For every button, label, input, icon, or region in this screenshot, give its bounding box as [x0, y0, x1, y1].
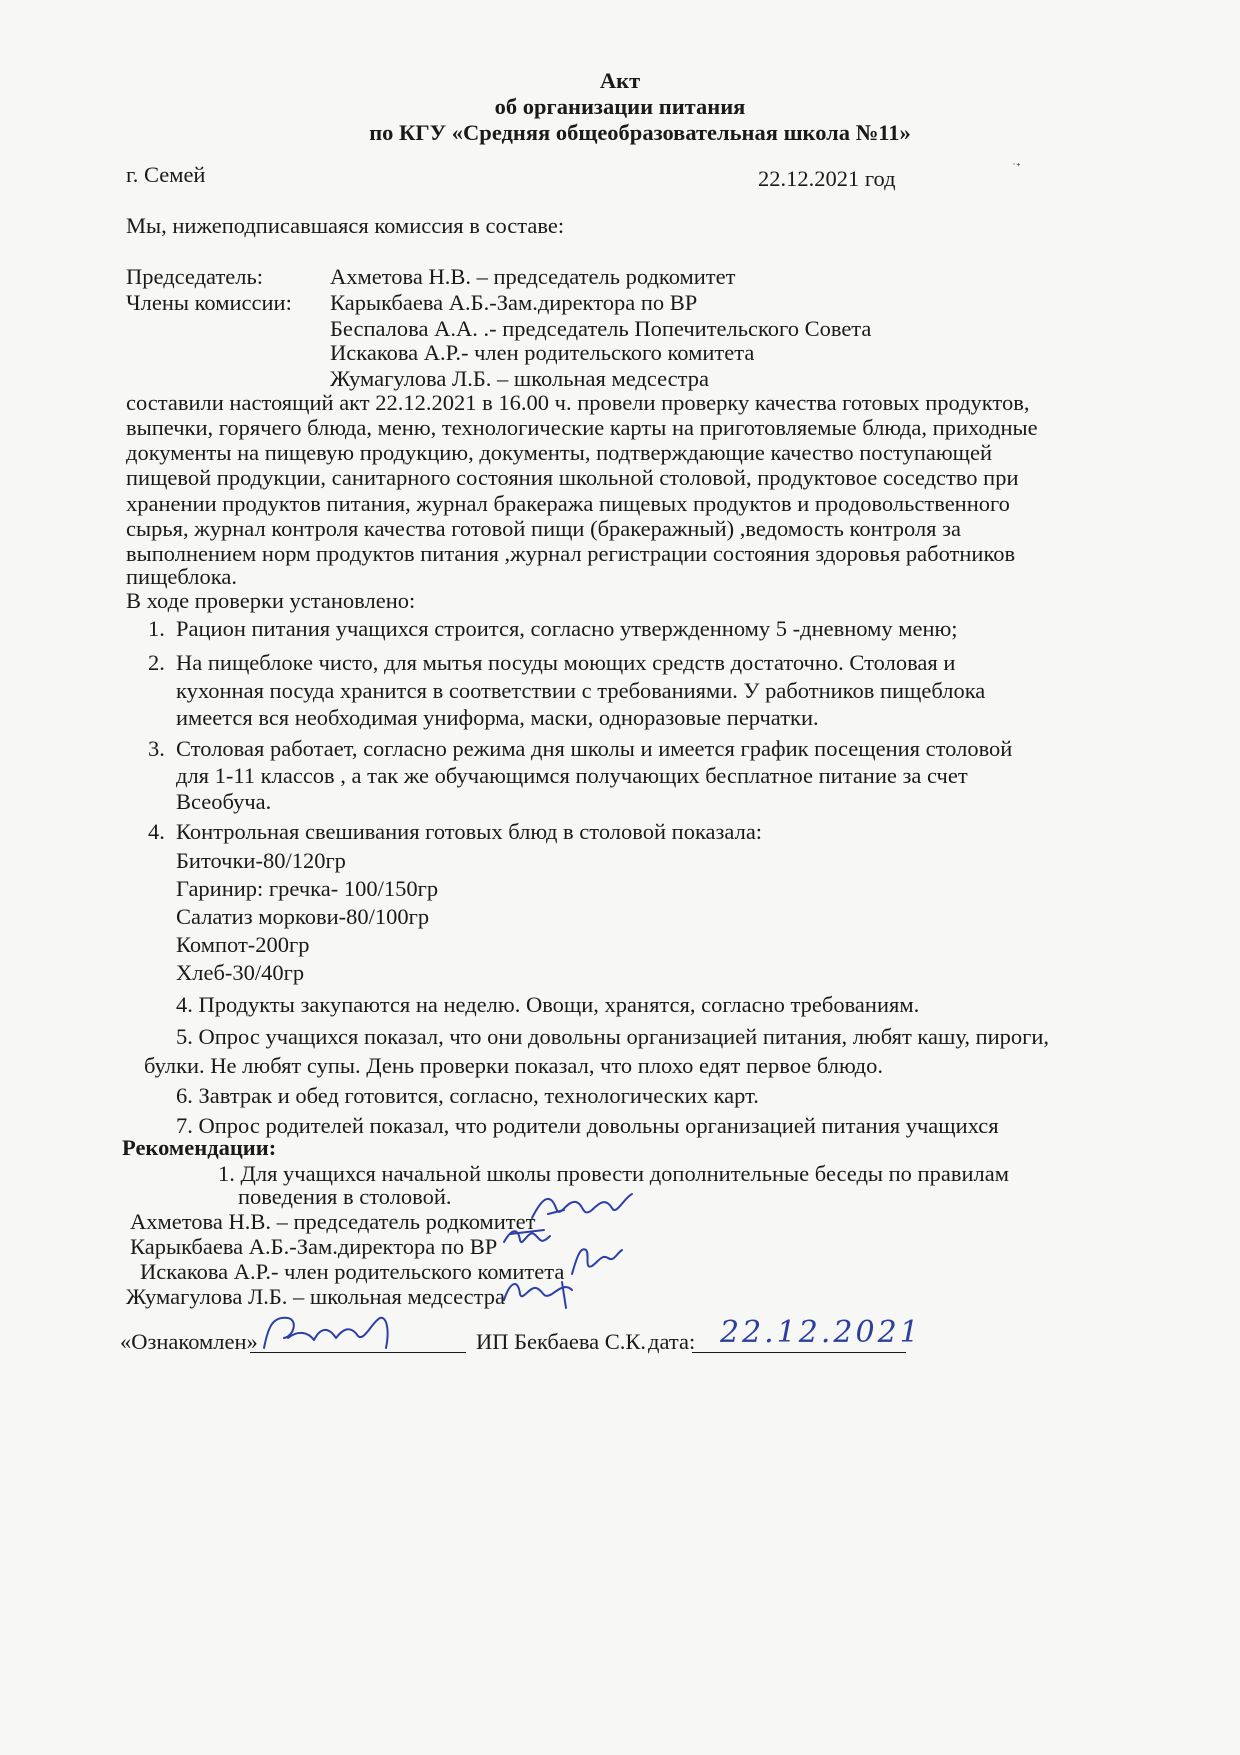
extra-finding: 4. Продукты закупаются на неделю. Овощи, хранятся, согласно требованиям.	[176, 992, 920, 1017]
signature-line: Искакова А.Р.- член родительского комитета	[140, 1259, 565, 1284]
acknowledged-date-underline	[692, 1352, 906, 1353]
handwritten-signature	[258, 1308, 418, 1356]
finding-number: 2.	[148, 650, 165, 675]
member-line: Искакова А.Р.- член родительского комитета	[330, 340, 755, 365]
signature-line: Карыкбаева А.Б.-Зам.директора по ВР	[130, 1234, 498, 1259]
weight-item: Компот-200гр	[176, 932, 310, 957]
scan-mark: ˙ᐩ	[1012, 160, 1021, 174]
body-line: составили настоящий акт 22.12.2021 в 16.00 ч. провели проверку качества готовых продуктов,	[126, 390, 1030, 415]
extra-finding: булки. Не любят супы. День проверки показал, что плохо едят первое блюдо.	[144, 1053, 883, 1078]
finding-line: Всеобуча.	[176, 789, 272, 814]
recommendations-heading: Рекомендации:	[122, 1135, 277, 1160]
acknowledged-date-label: дата:	[648, 1329, 696, 1354]
body-line: хранении продуктов питания, журнал бракеража пищевых продуктов и продовольственного	[126, 491, 1010, 516]
weight-item: Хлеб-30/40гр	[176, 960, 305, 985]
weight-item: Гаринир: гречка- 100/150гр	[176, 876, 439, 901]
chair-label: Председатель:	[126, 264, 263, 289]
doc-subtitle: об организации питания	[494, 94, 746, 119]
chair-name: Ахметова Н.В. – председатель родкомитет	[330, 264, 736, 289]
city: г. Семей	[126, 162, 206, 187]
acknowledged-label: «Ознакомлен»	[120, 1329, 258, 1354]
extra-finding: 5. Опрос учащихся показал, что они довольны организацией питания, любят кашу, пироги,	[176, 1024, 1050, 1049]
finding-line: имеется вся необходимая униформа, маски, одноразовые перчатки.	[176, 705, 819, 730]
finding-line: На пищеблоке чисто, для мытья посуды моющих средств достаточно. Столовая и	[176, 650, 956, 675]
findings-heading: В ходе проверки установлено:	[126, 588, 416, 613]
weight-item: Биточки-80/120гр	[176, 848, 346, 873]
handwritten-date: 22.12.2021	[720, 1315, 922, 1350]
members-label: Члены комиссии:	[126, 290, 292, 315]
recommendation-line: 1. Для учащихся начальной школы провести дополнительные беседы по правилам	[218, 1161, 1009, 1186]
finding-line: Контрольная свешивания готовых блюд в столовой показала:	[176, 819, 763, 844]
recommendation-line: поведения в столовой.	[238, 1184, 452, 1209]
member-line: Карыкбаева А.Б.-Зам.директора по ВР	[330, 290, 698, 315]
extra-finding: 7. Опрос родителей показал, что родители довольны организацией питания учащихся	[176, 1113, 999, 1138]
handwritten-signature	[500, 1220, 560, 1254]
handwritten-signature	[500, 1272, 580, 1312]
weight-item: Салатиз моркови-80/100гр	[176, 904, 430, 929]
doc-title: Акт	[599, 68, 641, 93]
finding-number: 4.	[148, 819, 165, 844]
body-line: пищеблока.	[126, 564, 237, 589]
finding-number: 1.	[148, 616, 165, 641]
member-line: Жумагулова Л.Б. – школьная медсестра	[330, 366, 709, 391]
finding-line: для 1-11 классов , а так же обучающимся получающих бесплатное питание за счет	[176, 763, 968, 788]
signature-line: Жумагулова Л.Б. – школьная медсестра	[126, 1284, 505, 1309]
body-line: выпечки, горячего блюда, меню, технологические карты на приготовляемые блюда, приходные	[126, 415, 1038, 440]
body-line: выполнением норм продуктов питания ,журнал регистрации состояния здоровья работников	[126, 541, 1016, 566]
body-line: документы на пищевую продукцию, документы, подтверждающие качество поступающей	[126, 440, 993, 465]
finding-line: Столовая работает, согласно режима дня школы и имеется график посещения столовой	[176, 736, 1013, 761]
doc-date: 22.12.2021 год	[758, 166, 896, 191]
body-line: сырья, журнал контроля качества готовой пищи (бракеражный) ,ведомость контроля за	[126, 516, 962, 541]
finding-line: кухонная посуда хранится в соответствии с требованиями. У работников пищеблока	[176, 678, 986, 703]
finding-number: 3.	[148, 736, 165, 761]
intro-text: Мы, нижеподписавшаяся комиссия в составе:	[126, 213, 565, 238]
extra-finding: 6. Завтрак и обед готовится, согласно, технологических карт.	[176, 1083, 759, 1108]
doc-organization: по КГУ «Средняя общеобразовательная школа №11»	[369, 120, 911, 145]
acknowledged-person: ИП Бекбаева С.К.	[476, 1329, 647, 1354]
member-line: Беспалова А.А. .- председатель Попечительского Совета	[330, 316, 872, 341]
finding-line: Рацион питания учащихся строится, согласно утвержденному 5 -дневному меню;	[176, 616, 958, 641]
body-line: пищевой продукции, санитарного состояния школьной столовой, продуктовое соседство при	[126, 465, 1019, 490]
signature-line: Ахметова Н.В. – председатель родкомитет	[130, 1209, 536, 1234]
